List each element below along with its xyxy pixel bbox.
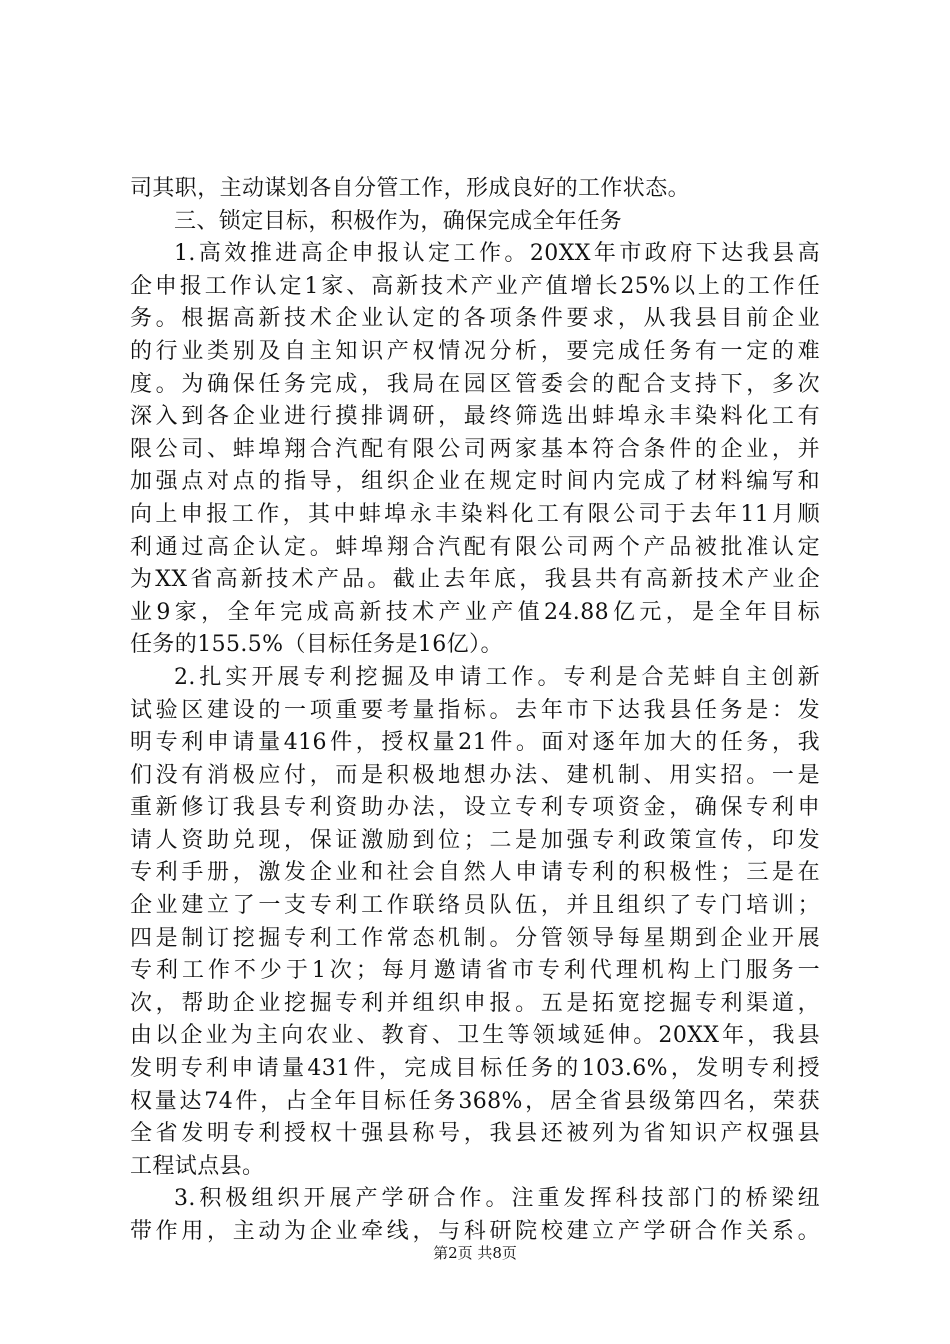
text-line: 试验区建设的一项重要考量指标。去年市下达我县任务是：发: [130, 697, 820, 723]
text-line: 度。为确保任务完成，我局在园区管委会的配合支持下，多次: [130, 371, 820, 397]
text-line: 为XX省高新技术产品。截止去年底，我县共有高新技术产业企: [130, 567, 820, 593]
text-line: 带作用，主动为企业牵线，与科研院校建立产学研合作关系。: [130, 1219, 820, 1244]
text-line: 全省发明专利授权十强县称号，我县还被列为省知识产权强县: [130, 1121, 820, 1147]
text-line: 业9家，全年完成高新技术产业产值24.88亿元，是全年目标: [130, 599, 820, 625]
text-line: 明专利申请量416件，授权量21件。面对逐年加大的任务，我: [130, 730, 820, 756]
text-line: 权量达74件，占全年目标任务368%，居全省县级第四名，荣获: [130, 1088, 820, 1114]
text-line: 务。根据高新技术企业认定的各项条件要求，从我县目前企业: [130, 306, 820, 332]
text-line: 限公司、蚌埠翔合汽配有限公司两家基本符合条件的企业，并: [130, 436, 820, 462]
text-line: 2.扎实开展专利挖掘及申请工作。专利是合芜蚌自主创新: [174, 664, 820, 690]
text-line: 司其职，主动谋划各自分管工作，形成良好的工作状态。: [130, 176, 691, 201]
text-line: 次，帮助企业挖掘专利并组织申报。五是拓宽挖掘专利渠道，: [130, 990, 820, 1016]
text-line: 1.高效推进高企申报认定工作。20XX年市政府下达我县高: [174, 241, 820, 267]
text-line: 由以企业为主向农业、教育、卫生等领域延伸。20XX年，我县: [130, 1023, 820, 1049]
text-line: 三、锁定目标，积极作为，确保完成全年任务: [174, 208, 623, 234]
text-line: 企申报工作认定1家、高新技术产业产值增长25%以上的工作任: [130, 273, 820, 299]
text-line: 四是制订挖掘专利工作常态机制。分管领导每星期到企业开展: [130, 925, 820, 951]
text-line: 向上申报工作，其中蚌埠永丰染料化工有限公司于去年11月顺: [130, 501, 820, 527]
text-line: 们没有消极应付，而是积极地想办法、建机制、用实招。一是: [130, 762, 820, 788]
text-line: 企业建立了一支专利工作联络员队伍，并且组织了专门培训；: [130, 893, 820, 919]
text-line: 利通过高企认定。蚌埠翔合汽配有限公司两个产品被批准认定: [130, 534, 820, 560]
text-line: 专利手册，激发企业和社会自然人申请专利的积极性；三是在: [130, 860, 820, 886]
page-footer: 第2页 共8页: [433, 1244, 517, 1262]
text-line: 专利工作不少于1次；每月邀请省市专利代理机构上门服务一: [130, 958, 820, 984]
document-body: [130, 173, 820, 1249]
text-line: 3.积极组织开展产学研合作。注重发挥科技部门的桥梁纽: [174, 1186, 820, 1212]
text-line: 发明专利申请量431件，完成目标任务的103.6%，发明专利授: [130, 1056, 820, 1082]
text-line: 工程试点县。: [130, 1153, 265, 1179]
text-line: 请人资助兑现，保证激励到位；二是加强专利政策宣传，印发: [130, 827, 820, 853]
text-line: 加强点对点的指导，组织企业在规定时间内完成了材料编写和: [130, 469, 820, 495]
text-line: 深入到各企业进行摸排调研，最终筛选出蚌埠永丰染料化工有: [130, 404, 820, 430]
text-line: 重新修订我县专利资助办法，设立专利专项资金，确保专利申: [130, 795, 820, 821]
text-line: 的行业类别及自主知识产权情况分析，要完成任务有一定的难: [130, 338, 820, 364]
text-line: 任务的155.5%（目标任务是16亿）。: [130, 632, 503, 658]
